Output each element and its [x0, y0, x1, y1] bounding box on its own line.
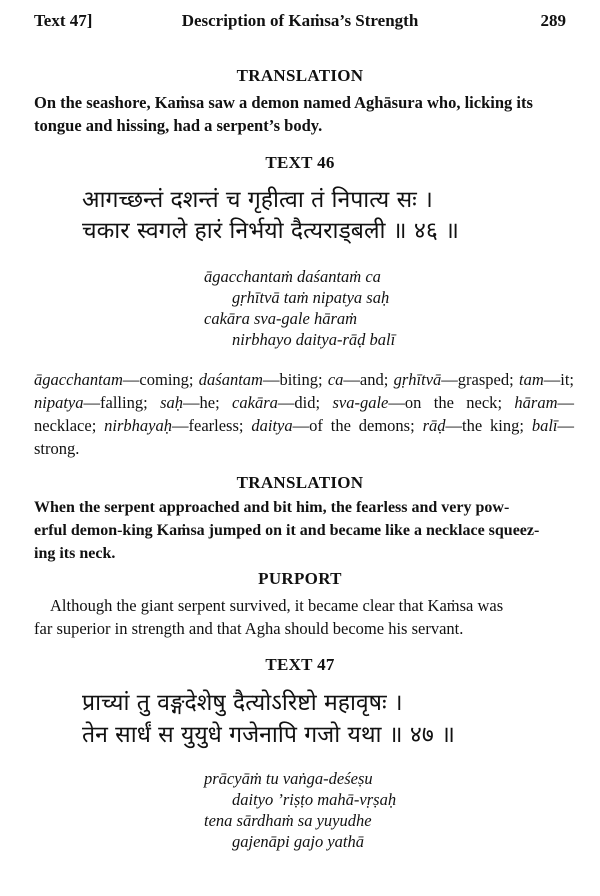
synonym-meaning: falling — [100, 393, 144, 412]
purport-heading: PURPORT — [258, 569, 342, 588]
synonym-term: daśantam — [198, 370, 263, 389]
translation-45-line-2: tongue and hissing, had a serpent’s body. — [34, 116, 323, 135]
running-head-text-ref: Text 47] — [34, 11, 93, 30]
translation-46 — [34, 496, 574, 565]
synonym-meaning: biting — [279, 370, 318, 389]
synonym-entry: āgacchantam—coming; — [34, 370, 199, 389]
synonym-entry: ca—and; — [327, 370, 394, 389]
synonym-meaning: coming — [139, 370, 189, 389]
text-47-devanagari-line-1: प्राच्यां तु वङ्गदेशेषु दैत्योऽरिष्टो महावृषः । — [82, 690, 403, 716]
synonym-term: rāḍ — [422, 416, 446, 435]
synonym-entry: daśantam—biting; — [198, 370, 328, 389]
synonym-term: sva-gale — [332, 393, 389, 412]
translation-heading-46: TRANSLATION — [236, 473, 364, 492]
synonym-entry: tam—it; — [519, 370, 575, 389]
synonym-term: hāram — [514, 393, 558, 412]
synonym-entry: gṛhītvā—grasped; — [393, 370, 519, 389]
text-46-devanagari-line-1: आगच्छन्तं दशन्तं च गृहीत्वा तं निपात्य सः । — [82, 187, 433, 213]
synonym-term: āgacchantam — [34, 370, 123, 389]
synonym-entry: daitya—of the demons; — [251, 416, 423, 435]
synonym-meaning: did — [294, 393, 316, 412]
synonym-term: ca — [327, 370, 344, 389]
synonym-meaning: he — [199, 393, 216, 412]
translation-45-line-1: On the seashore, Kaṁsa saw a demon named Aghāsura who, licking its — [34, 93, 533, 112]
synonym-entry: balī—strong. — [34, 416, 575, 458]
text-47-translit-line-4: gajenāpi gajo yathā — [232, 832, 364, 851]
synonym-entry: hāram—necklace; — [34, 393, 575, 435]
synonym-term: daitya — [251, 416, 293, 435]
synonym-term: cakāra — [232, 393, 278, 412]
synonym-term: tam — [519, 370, 544, 389]
translation-46-line-3: ing its neck. — [34, 545, 116, 562]
translation-46-line-1: When the serpent approached and bit him, the fearless and very pow- — [34, 499, 510, 516]
synonym-meaning: fearless — [188, 416, 239, 435]
text-46-translit-line-4: nirbhayo daitya-rāḍ balī — [232, 330, 396, 349]
synonym-term: gṛhītvā — [393, 370, 442, 389]
synonym-meaning: on the neck — [404, 393, 498, 412]
running-head-title: Description of Kaṁsa’s Strength — [181, 11, 419, 30]
text-47-devanagari-line-2: तेन सार्धं स युयुधे गजेनापि गजो यथा ॥ ४७ ॥ — [82, 722, 455, 748]
text-46-translit-line-3: cakāra sva-gale hāraṁ — [204, 309, 358, 328]
text-47-translit-line-1: prācyāṁ tu vaṅga-deśeṣu — [204, 769, 373, 788]
text-47-translit-line-2: daityo ’riṣṭo mahā-vṛṣaḥ — [232, 790, 397, 809]
synonym-entry: nirbhayaḥ—fearless; — [104, 416, 252, 435]
synonym-term: balī — [531, 416, 558, 435]
synonym-entry: cakāra—did; — [232, 393, 333, 412]
translation-46-line-2: erful demon-king Kaṁsa jumped on it and became like a necklace squeez- — [34, 522, 540, 539]
text-47-translit-line-3: tena sārdhaṁ sa yuyudhe — [204, 811, 372, 830]
text-46-heading: TEXT 46 — [265, 153, 335, 172]
synonym-meaning: and — [359, 370, 384, 389]
synonym-meaning: necklace — [34, 416, 92, 435]
synonym-term: nirbhayaḥ — [104, 416, 173, 435]
text-46-synonyms — [34, 368, 574, 460]
purport-46 — [34, 594, 574, 640]
translation-heading-45: TRANSLATION — [236, 66, 364, 85]
purport-46-line-2: far superior in strength and that Agha should become his servant. — [34, 619, 464, 638]
synonym-entry: rāḍ—the king; — [422, 416, 532, 435]
synonym-meaning: the king — [462, 416, 520, 435]
text-46-translit-line-2: gṛhītvā taṁ nipatya saḥ — [232, 288, 390, 307]
text-47-heading: TEXT 47 — [265, 655, 335, 674]
synonym-term: nipatya — [34, 393, 84, 412]
text-46-devanagari-line-2: चकार स्वगले हारं निर्भयो दैत्यराड्बली ॥ ४६ ॥ — [82, 218, 459, 244]
synonym-entry: saḥ—he; — [160, 393, 233, 412]
synonym-meaning: of the demons — [309, 416, 411, 435]
translation-45 — [34, 91, 574, 137]
synonym-term: saḥ — [160, 393, 183, 412]
synonym-meaning: strong — [34, 439, 76, 458]
synonym-entry: nipatya—falling; — [34, 393, 161, 412]
synonym-meaning: it — [560, 370, 570, 389]
page-number: 289 — [540, 11, 566, 30]
synonym-meaning: grasped — [457, 370, 510, 389]
text-46-translit-line-1: āgacchantaṁ daśantaṁ ca — [204, 267, 381, 286]
purport-46-line-1: Although the giant serpent survived, it became clear that Kaṁsa was — [50, 596, 504, 615]
synonym-entry: sva-gale—on the neck; — [332, 393, 515, 412]
